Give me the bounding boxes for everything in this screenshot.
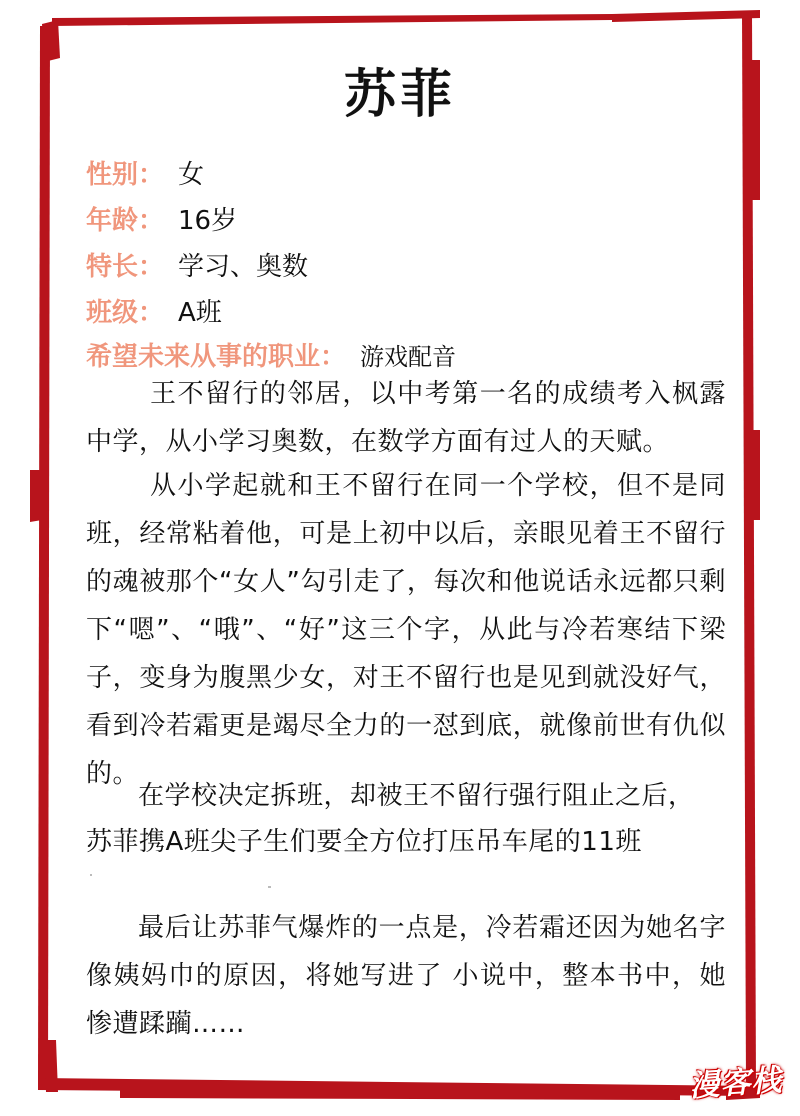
field-class-label: 班级：	[86, 298, 165, 328]
field-age-label: 年龄：	[86, 206, 165, 236]
field-gender	[86, 158, 204, 192]
speck	[90, 874, 92, 876]
field-career-value: 游戏配音	[360, 343, 457, 371]
paragraph-2: 从小学起就和王不留行在同一个学校，但不是同班，经常粘着他，可是上初中以后，亲眼见着王不留行的魂被那个“女人”勾引走了，每次和他说话永远都只剩下“嗯”、“哦”、“好”这三个字，从此与冷若寒结下梁子，变身为腹黑少女，对王不留行也是见到就没好气，看到冷若霜更是竭尽全力的一怼到底，就像前世有仇似的。	[86, 471, 726, 789]
page-title: 苏菲	[343, 65, 456, 125]
paragraph-5: 最后让苏菲气爆炸的一点是，冷若霜还因为她名字像姨妈巾的原因，将她写进了 小说中，整本书中，她惨遭蹂躏……	[86, 913, 726, 1039]
paragraph-1: 王不留行的邻居，以中考第一名的成绩考入枫露中学，从小学习奥数，在数学方面有过人的天赋。	[86, 379, 726, 457]
field-class	[86, 296, 222, 330]
paragraph-3: 在学校决定拆班，却被王不留行强行阻止之后，	[138, 781, 695, 811]
field-class-value: A班	[178, 298, 222, 328]
field-gender-value: 女	[178, 160, 205, 190]
field-age	[86, 204, 237, 238]
speck	[268, 886, 271, 888]
field-gender-label: 性别：	[86, 160, 165, 190]
paragraph-4: 苏菲携A班尖子生们要全方位打压吊车尾的11班	[86, 827, 642, 857]
field-specialty-value: 学习、奥数	[178, 252, 309, 282]
field-career	[86, 340, 456, 374]
field-specialty	[86, 250, 308, 284]
field-specialty-label: 特长：	[86, 252, 165, 282]
watermark-logo: 漫客栈	[688, 1062, 784, 1105]
field-age-value: 16岁	[178, 206, 238, 236]
field-career-label: 希望未来从事的职业：	[86, 342, 347, 372]
